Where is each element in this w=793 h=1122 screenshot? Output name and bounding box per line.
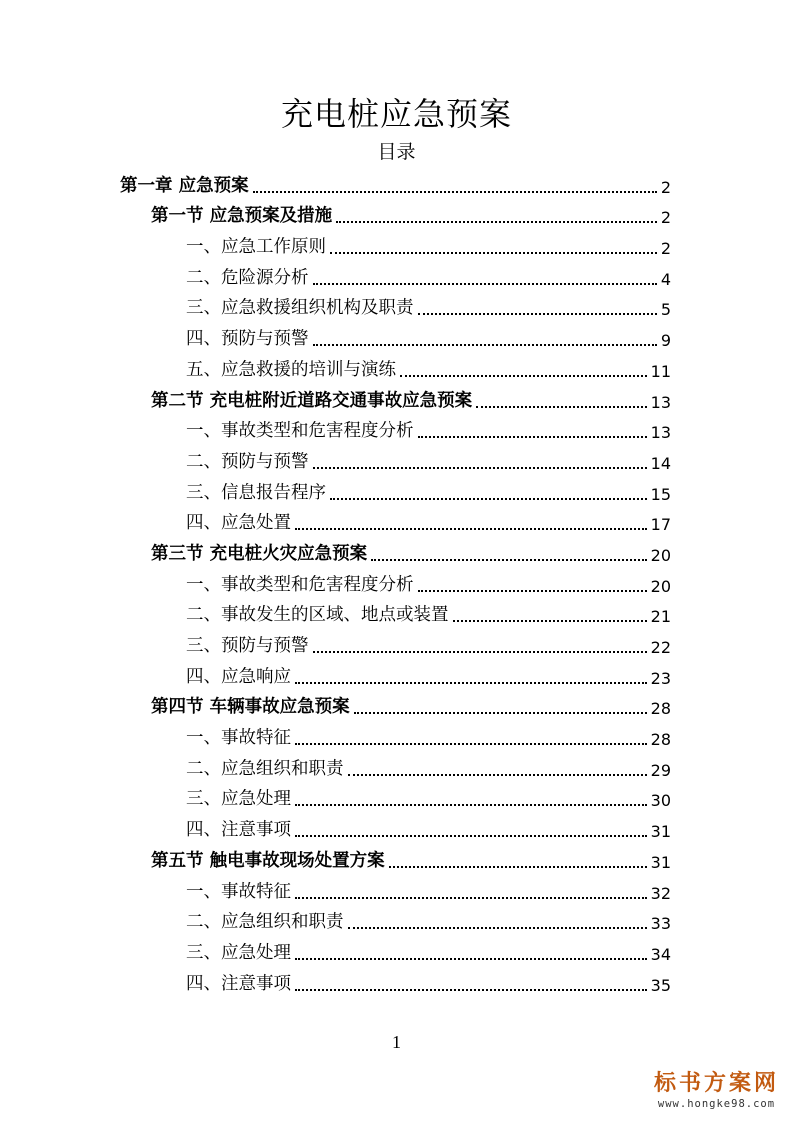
toc-dot-leader	[330, 498, 647, 500]
toc-dot-leader	[418, 590, 647, 592]
toc-entry-label: 一、事故类型和危害程度分析	[186, 421, 414, 442]
toc-entry-page: 13	[650, 423, 671, 443]
toc-chapter-entry[interactable]	[0, 168, 793, 199]
toc-entry-page: 9	[660, 331, 671, 351]
toc-subsection-entry[interactable]	[0, 874, 793, 905]
toc-entry-label: 第四节 车辆事故应急预案	[151, 697, 350, 718]
toc-entry-page: 31	[650, 822, 671, 842]
toc-subsection-entry[interactable]	[0, 628, 793, 659]
toc-entry-page: 21	[650, 607, 671, 627]
watermark-logo-text: 标书方案网	[653, 1071, 779, 1096]
toc-section-entry[interactable]	[0, 690, 793, 721]
toc-dot-leader	[313, 651, 647, 653]
toc-subsection-entry[interactable]	[0, 598, 793, 629]
toc-entry-label: 五、应急救援的培训与演练	[186, 359, 396, 380]
toc-dot-leader	[295, 989, 647, 991]
toc-dot-leader	[295, 528, 647, 530]
toc-entry-label: 第三节 充电桩火灾应急预案	[151, 543, 368, 564]
toc-dot-leader	[453, 620, 647, 622]
toc-dot-leader	[400, 375, 647, 377]
toc-entry-label: 三、应急处理	[186, 789, 291, 810]
toc-dot-leader	[295, 743, 647, 745]
toc-entry-page: 28	[650, 699, 671, 719]
toc-entry-label: 第二节 充电桩附近道路交通事故应急预案	[151, 390, 473, 411]
toc-entry-page: 20	[650, 576, 671, 596]
toc-entry-label: 二、应急组织和职责	[186, 912, 344, 933]
toc-entry-page: 32	[650, 883, 671, 903]
toc-entry-label: 二、危险源分析	[186, 267, 309, 288]
toc-entry-label: 四、预防与预警	[186, 329, 309, 350]
watermark-logo	[654, 1066, 779, 1110]
toc-entry-page: 22	[650, 638, 671, 657]
toc-dot-leader	[418, 313, 657, 315]
toc-entry-label: 三、信息报告程序	[186, 482, 326, 503]
toc-entry-label: 一、应急工作原则	[186, 237, 326, 258]
toc-subsection-entry[interactable]	[0, 567, 793, 598]
toc-entry-label: 一、事故特征	[186, 881, 291, 902]
toc-section-entry[interactable]	[0, 199, 793, 230]
toc-subsection-entry[interactable]	[0, 966, 793, 997]
toc-entry-page: 33	[650, 914, 671, 934]
document-title: 充电桩应急预案	[280, 95, 512, 133]
toc-subsection-entry[interactable]	[0, 905, 793, 936]
toc-entry-page: 13	[650, 392, 671, 412]
toc-section-entry[interactable]	[0, 383, 793, 414]
toc-subsection-entry[interactable]	[0, 720, 793, 751]
toc-dot-leader	[371, 559, 647, 561]
toc-section-entry[interactable]	[0, 843, 793, 874]
toc-entry-label: 三、应急处理	[186, 942, 291, 963]
toc-entry-page: 2	[660, 239, 671, 259]
toc-dot-leader	[389, 866, 647, 868]
toc-entry-page: 34	[650, 944, 671, 964]
toc-dot-leader	[295, 897, 647, 899]
toc-entry-page: 17	[650, 515, 671, 535]
toc-entry-page: 35	[650, 975, 671, 995]
toc-entry-label: 第五节 触电事故现场处置方案	[151, 850, 385, 871]
toc-entry-label: 一、事故类型和危害程度分析	[186, 574, 414, 595]
toc-subsection-entry[interactable]	[0, 260, 793, 291]
toc-dot-leader	[418, 436, 647, 438]
toc-entry-label: 四、应急处置	[186, 513, 291, 534]
table-of-contents	[0, 168, 793, 997]
toc-section-entry[interactable]	[0, 536, 793, 567]
toc-dot-leader	[295, 958, 647, 960]
toc-entry-page: 2	[660, 208, 671, 228]
toc-dot-leader	[253, 191, 657, 193]
toc-subsection-entry[interactable]	[0, 229, 793, 260]
toc-dot-leader	[336, 221, 657, 223]
toc-subsection-entry[interactable]	[0, 935, 793, 966]
toc-subsection-entry[interactable]	[0, 321, 793, 352]
toc-entry-page: 20	[650, 545, 671, 565]
toc-entry-label: 四、应急响应	[186, 666, 291, 687]
toc-entry-page: 23	[650, 668, 671, 688]
toc-heading: 目录	[377, 141, 416, 163]
toc-entry-label: 二、事故发生的区域、地点或装置	[186, 605, 449, 626]
toc-dot-leader	[295, 804, 647, 806]
toc-subsection-entry[interactable]	[0, 812, 793, 843]
page-number: 1	[392, 1032, 401, 1052]
toc-subsection-entry[interactable]	[0, 659, 793, 690]
toc-entry-label: 二、应急组织和职责	[186, 758, 344, 779]
toc-entry-page: 30	[650, 791, 671, 811]
toc-dot-leader	[313, 283, 657, 285]
toc-entry-page: 31	[650, 852, 671, 872]
toc-dot-leader	[354, 712, 647, 714]
toc-entry-page: 14	[650, 453, 671, 473]
toc-subsection-entry[interactable]	[0, 352, 793, 383]
toc-entry-page: 4	[660, 269, 671, 289]
toc-dot-leader	[348, 774, 647, 776]
toc-entry-label: 三、预防与预警	[186, 636, 309, 656]
toc-entry-label: 四、注意事项	[186, 973, 291, 994]
toc-entry-page: 5	[660, 300, 671, 320]
toc-entry-label: 二、预防与预警	[186, 451, 309, 472]
toc-entry-page: 2	[660, 177, 671, 197]
toc-dot-leader	[476, 406, 647, 408]
toc-entry-page: 15	[650, 484, 671, 504]
toc-dot-leader	[313, 344, 657, 346]
toc-entry-page: 29	[650, 760, 671, 780]
toc-dot-leader	[313, 467, 647, 469]
toc-subsection-entry[interactable]	[0, 506, 793, 537]
toc-subsection-entry[interactable]	[0, 291, 793, 322]
toc-subsection-entry[interactable]	[0, 782, 793, 813]
toc-entry-page: 28	[650, 730, 671, 750]
toc-subsection-entry[interactable]	[0, 444, 793, 475]
toc-dot-leader	[295, 682, 647, 684]
toc-dot-leader	[330, 252, 657, 254]
toc-subsection-entry[interactable]	[0, 414, 793, 445]
toc-entry-label: 第一节 应急预案及措施	[151, 206, 333, 227]
toc-subsection-entry[interactable]	[0, 751, 793, 782]
toc-entry-label: 一、事故特征	[186, 728, 291, 749]
toc-dot-leader	[295, 835, 647, 837]
toc-subsection-entry[interactable]	[0, 475, 793, 506]
toc-entry-label: 四、注意事项	[186, 820, 291, 841]
toc-entry-page: 11	[650, 361, 671, 381]
watermark-url: www.hongke98.com	[657, 1098, 776, 1110]
toc-entry-label: 第一章 应急预案	[120, 175, 249, 196]
toc-entry-label: 三、应急救援组织机构及职责	[186, 298, 414, 319]
toc-dot-leader	[348, 927, 647, 929]
